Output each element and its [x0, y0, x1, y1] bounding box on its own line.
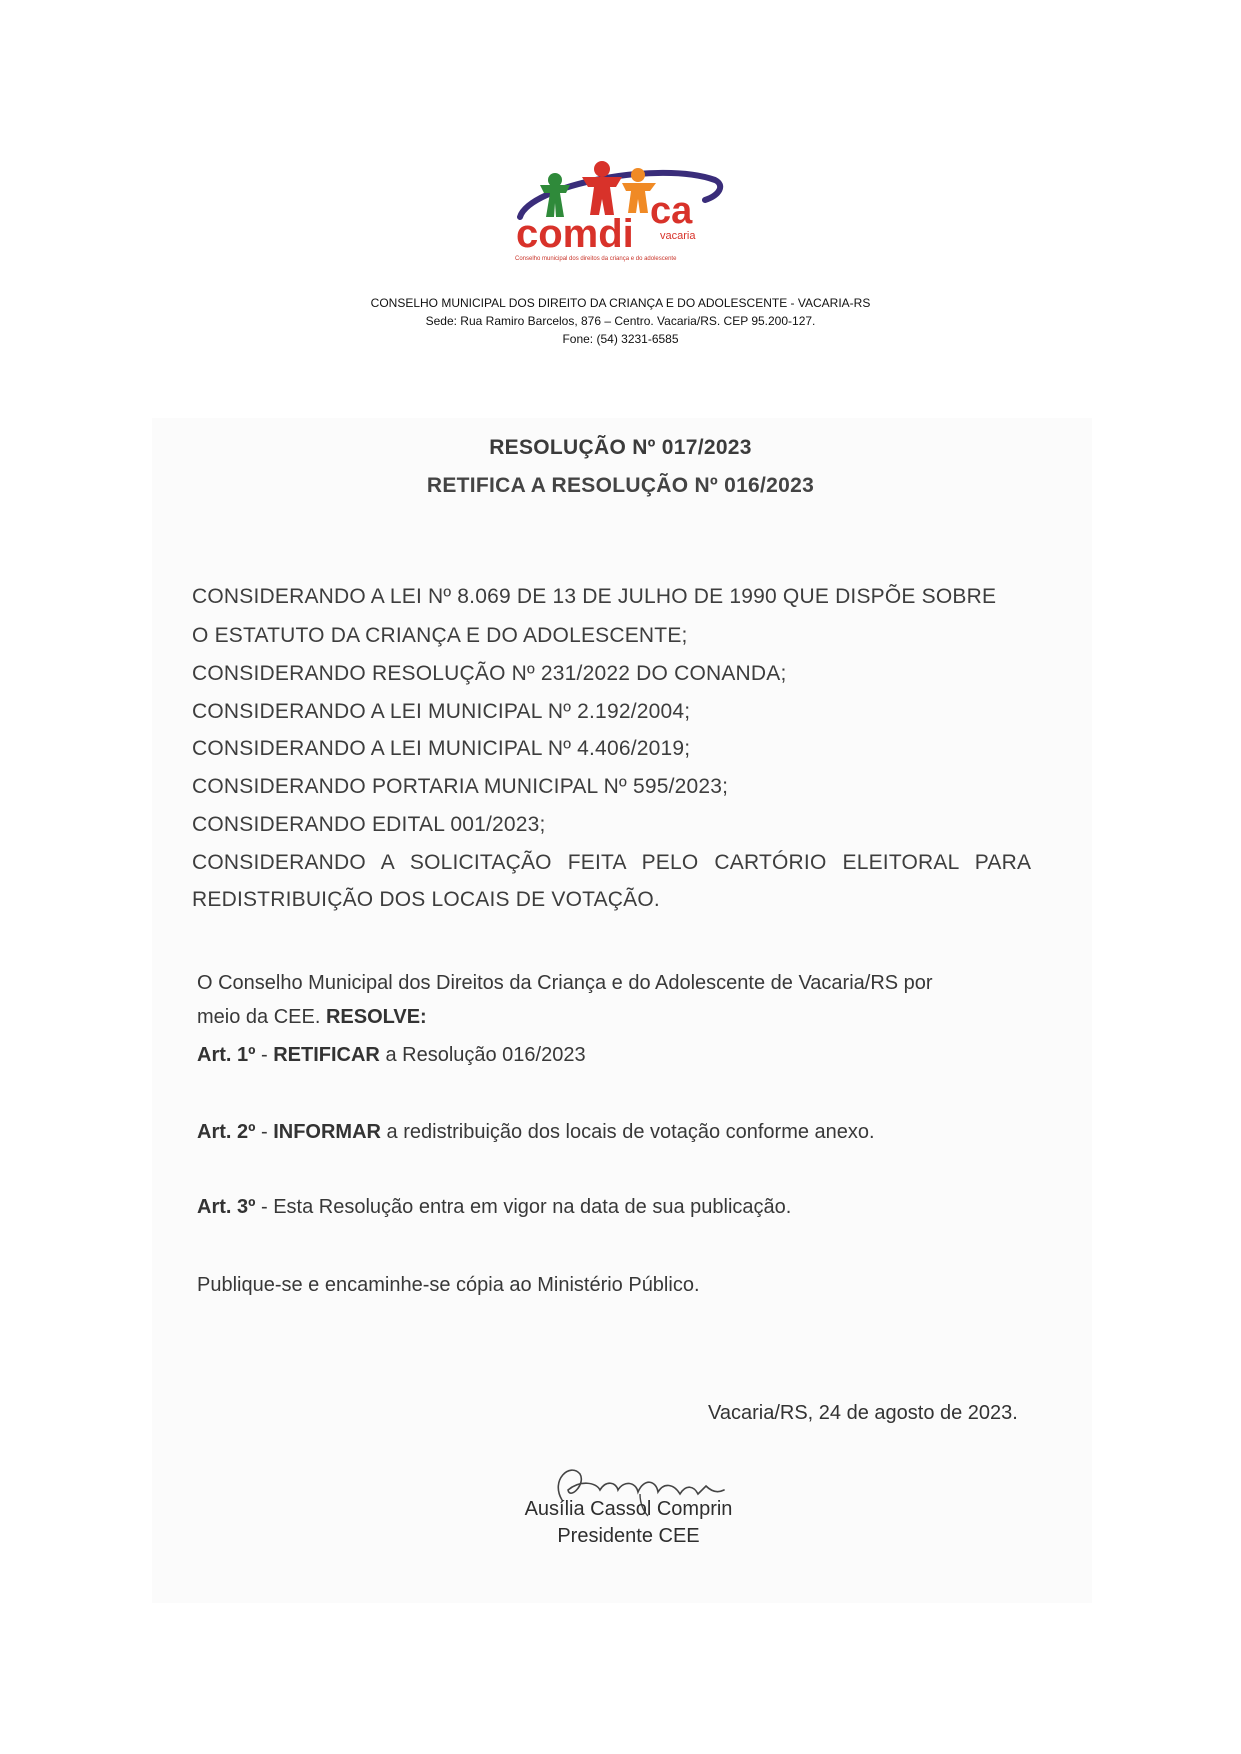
document-date: Vacaria/RS, 24 de agosto de 2023.	[708, 1402, 1018, 1424]
resolve-label: RESOLVE:	[325, 1006, 427, 1028]
letterhead-address: Sede: Rua Ramiro Barcelos, 876 – Centro. Vacaria/RS. CEP 95.200-127.	[425, 314, 816, 328]
logo-wordmark: comdi	[516, 212, 634, 256]
article-2-dash: -	[255, 1121, 274, 1143]
article-2-verb: INFORMAR	[273, 1121, 381, 1143]
consideration-line: CONSIDERANDO A LEI MUNICIPAL Nº 2.192/2004;	[192, 700, 691, 723]
intro-text: meio da CEE.	[197, 1006, 321, 1028]
resolution-title: RESOLUÇÃO Nº 017/2023	[489, 436, 752, 459]
letterhead-organization: CONSELHO MUNICIPAL DOS DIREITO DA CRIANÇA E DO ADOLESCENTE - VACARIA-RS	[370, 296, 871, 310]
signer-role: Presidente CEE	[557, 1525, 700, 1547]
consideration-line: CONSIDERANDO RESOLUÇÃO Nº 231/2022 DO CONANDA;	[192, 662, 787, 685]
logo-wordmark-ca: ca	[650, 190, 693, 232]
article-1-verb: RETIFICAR	[273, 1044, 380, 1066]
intro-paragraph: O Conselho Municipal dos Direitos da Criança e do Adolescente de Vacaria/RS por	[197, 972, 933, 994]
article-3	[197, 1196, 791, 1219]
signer-name: Ausília Cassol Comprin	[524, 1498, 733, 1520]
consideration-line: CONSIDERANDO A SOLICITAÇÃO FEITA PELO CARTÓRIO ELEITORAL PARA	[192, 851, 1032, 874]
article-1-dash: -	[255, 1044, 274, 1066]
consideration-line: REDISTRIBUIÇÃO DOS LOCAIS DE VOTAÇÃO.	[192, 888, 660, 911]
article-3-text: - Esta Resolução entra em vigor na data de sua publicação.	[255, 1196, 792, 1218]
article-3-label: Art. 3º	[197, 1196, 256, 1218]
article-1-text: a Resolução 016/2023	[379, 1044, 586, 1066]
publication-line: Publique-se e encaminhe-se cópia ao Ministério Público.	[197, 1274, 700, 1296]
intro-paragraph-cont	[197, 1006, 427, 1029]
article-2-label: Art. 2º	[197, 1121, 256, 1143]
consideration-line	[192, 585, 1052, 609]
consideration-text: CONSIDERANDO A LEI Nº 8.069 DE 13 DE JULHO DE 1990 QUE DISPÕE SOBRE	[192, 585, 997, 608]
letterhead-phone: Fone: (54) 3231-6585	[562, 332, 679, 346]
resolution-subtitle: RETIFICA A RESOLUÇÃO Nº 016/2023	[426, 474, 815, 497]
article-2	[197, 1121, 875, 1144]
consideration-line: CONSIDERANDO EDITAL 001/2023;	[192, 813, 546, 836]
article-2-text: a redistribuição dos locais de votação conforme anexo.	[380, 1121, 875, 1143]
consideration-line: CONSIDERANDO PORTARIA MUNICIPAL Nº 595/2023;	[192, 775, 729, 798]
logo-city: vacaria	[660, 230, 696, 242]
article-1-label: Art. 1º	[197, 1044, 256, 1066]
article-1	[197, 1044, 586, 1067]
consideration-line: CONSIDERANDO A LEI MUNICIPAL Nº 4.406/2019;	[192, 737, 691, 760]
consideration-line: O ESTATUTO DA CRIANÇA E DO ADOLESCENTE;	[192, 624, 688, 647]
logo-caption: Conselho municipal dos direitos da criança e do adolescente	[515, 256, 677, 262]
